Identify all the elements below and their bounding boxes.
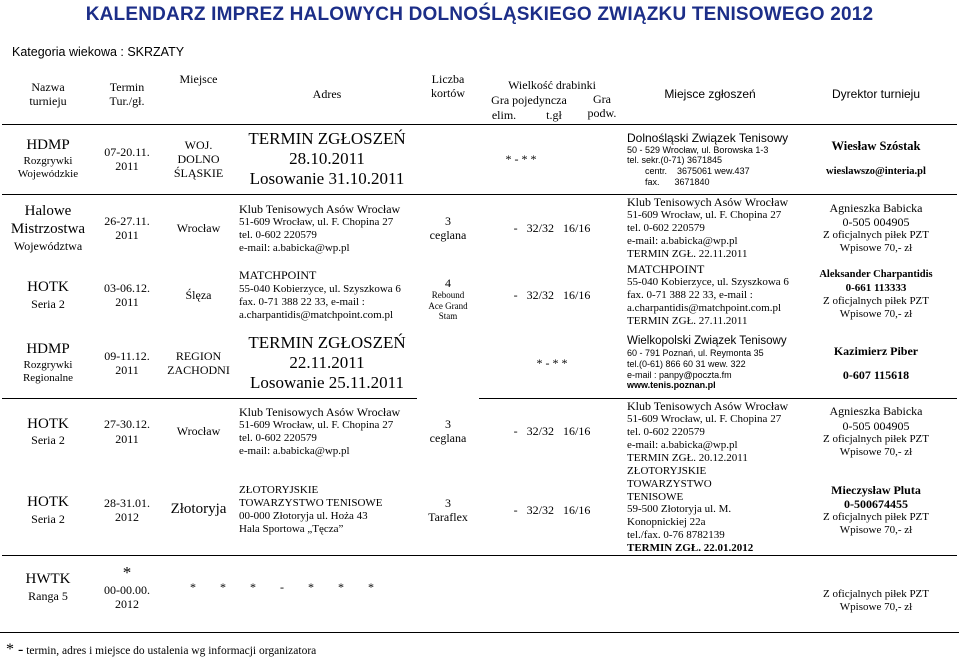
event-place: Wrocław — [176, 221, 221, 236]
event-date: 28-31.01. — [104, 495, 150, 510]
header-row: Nazwa turnieju Termin Tur./gł. Miejsce Adres Liczba kortów Wielkość drabinki Miejsce zgłoszeń Dyrektor turnieju — [2, 64, 957, 92]
entry-info: MATCHPOINT — [627, 262, 705, 276]
footnote-text: termin, adres i miejsce do ustalenia wg informacji organizatora — [26, 645, 317, 657]
table-row: HOTK Seria 2 03-06.12. 2011 Ślęza MATCHPOINT 55-040 Kobierzyce, ul. Szyszkowa 6 fax. 0-71 388 22 33, e-mail : a.charpantidis@matchpoint.com.pl 4 Rebound Ace Grand Stam - 32/32 16/16 MATCHPOINT 55-040 Kobierzyce, ul. Szyszkowa 6 fax. 0-71 388 22 33, e-mail : a.charpantidis@matchpoint.com.pl TERMIN ZGŁ. 27.11.2011 Aleksander Charpantidis 0-661 113333 Z oficjalnych piłek PZT Wpisowe 70,- zł — [2, 262, 957, 328]
director-name: Agnieszka Babicka — [829, 404, 923, 419]
header-director: Dyrektor turnieju — [831, 86, 921, 101]
header-doubles: Gra — [593, 92, 611, 106]
event-stars: * - * * — [505, 151, 537, 166]
event-name: HOTK — [27, 494, 69, 511]
event-date: 03-06.12. — [104, 280, 150, 295]
event-place: Wrocław — [176, 424, 221, 439]
entry-info: Klub Tenisowych Asów Wrocław — [627, 195, 789, 210]
event-place: WOJ. — [184, 137, 213, 152]
event-date: 07-20.11. — [104, 144, 150, 159]
entry-info: Wielkopolski Związek Tenisowy — [627, 334, 787, 347]
header-place: Miejsce — [179, 72, 218, 86]
event-address: ZŁOTORYJSKIE — [239, 484, 319, 497]
footnote — [6, 641, 316, 659]
director-name: Aleksander Charpantidis — [819, 269, 933, 281]
table-row: HOTK Seria 2 28-31.01. 2012 Złotoryja ZŁOTORYJSKIE TOWARZYSTWO TENISOWE 00-000 Złotoryja ul. Hoża 43 Hala Sportowa „Tęcza” 3 Taraflex - 32/32 16/16 ZŁOTORYJSKIE TOWARZYSTWO TENISOWE 59-500 Złotoryja ul. M. Konopnickiej 22a tel./fax. 0-76 8782139 TERMIN ZGŁ. 22.01.2012 Mieczysław Pluta 0-500674455 Z oficjalnych piłek PZT Wpisowe 70,- zł — [2, 465, 957, 556]
table-row: HOTK Seria 2 27-30.12. 2011 Wrocław Klub Tenisowych Asów Wrocław 51-609 Wrocław, ul. F. Chopina 27 tel. 0-602 220579 e-mail: a.babicka@wp.pl 3 ceglana - 32/32 16/16 Klub Tenisowych Asów Wrocław 51-609 Wrocław, ul. F. Chopina 27 tel. 0-602 220579 e-mail: a.babicka@wp.pl TERMIN ZGŁ. 20.12.2011 Agnieszka Babicka 0-505 004905 Z oficjalnych piłek PZT Wpisowe 70,- zł — [2, 398, 957, 465]
event-place: Ślęza — [185, 287, 212, 302]
event-name: Halowe — [24, 203, 72, 220]
table-row: HDMP Rozgrywki Regionalne 09-11.12. 2011 REGION ZACHODNI TERMIN ZGŁOSZEŃ 22.11.2011 Losowanie 25.11.2011 * - * * Wielkopolski Związek Tenisowy 60 - 791 Poznań, ul. Reymonta 35 tel.(0-61) 866 60 31 wew. 322 e-mail : panpy@poczta.fm www.tenis.poznan.pl Kazimierz Piber 0-607 115618 — [2, 328, 957, 398]
event-place: REGION — [175, 348, 222, 363]
table-row: HDMP Rozgrywki Wojewódzkie 07-20.11. 2011 WOJ. DOLNO ŚLĄSKIE TERMIN ZGŁOSZEŃ 28.10.2011 Losowanie 31.10.2011 * - * * Dolnośląski Związek Tenisowy 50 - 529 Wrocław, ul. Borowska 1-3 tel. sekr.(0-71) 3671845 centr. 3675061 wew.437 fax. 3671840 Wiesław Szóstak wieslawszo@interia.pl — [2, 124, 957, 194]
event-courts: 4 — [445, 276, 451, 290]
entry-info: Klub Tenisowych Asów Wrocław — [627, 398, 789, 413]
event-courts: 3 — [445, 495, 451, 510]
entry-info: Dolnośląski Związek Tenisowy — [627, 130, 789, 145]
header-singles: Gra pojedyncza — [491, 92, 567, 107]
event-date: 27-30.12. — [104, 417, 150, 432]
director-name: Kazimierz Piber — [833, 343, 919, 358]
event-name: HOTK — [27, 279, 69, 296]
director-email: wieslawszo@interia.pl — [826, 166, 926, 178]
event-stars: * * * - * * * — [190, 580, 374, 595]
header-term: Termin — [109, 79, 145, 94]
director-info: Z oficjalnych piłek PZT — [823, 587, 929, 600]
event-stars: * - * * — [536, 355, 568, 370]
event-address: Klub Tenisowych Asów Wrocław — [239, 405, 401, 420]
header-main: t.gł — [546, 108, 562, 122]
event-date: 26-27.11. — [104, 214, 150, 229]
event-name: HDMP — [26, 137, 70, 154]
event-draw: - 32/32 16/16 — [513, 502, 591, 517]
event-name: HOTK — [27, 415, 69, 432]
table-row: HWTK Ranga 5 * 00-00.00. 2012 * * * - * * * Z oficjalnych piłek PZT Wpisowe 70,- zł — [2, 556, 957, 618]
event-courts: 3 — [445, 417, 451, 432]
header-address: Adres — [312, 86, 342, 101]
event-name: HWTK — [25, 571, 71, 588]
event-date-star: * — [122, 562, 132, 582]
header-draw-size: Wielkość drabinki — [508, 77, 596, 92]
event-address: TERMIN ZGŁOSZEŃ — [248, 128, 406, 148]
age-category: Kategoria wiekowa : SKRZATY — [12, 45, 185, 59]
footnote-marker: * - — [6, 641, 24, 658]
header-entries: Miejsce zgłoszeń — [664, 86, 756, 101]
director-name: Agnieszka Babicka — [829, 201, 923, 216]
header-name: Nazwa — [31, 79, 65, 94]
event-name: HDMP — [26, 340, 70, 357]
event-address: MATCHPOINT — [239, 268, 317, 283]
event-courts: 3 — [445, 214, 451, 229]
event-draw: - 32/32 16/16 — [513, 221, 591, 236]
event-draw: - 32/32 16/16 — [513, 287, 591, 302]
director-name: Wiesław Szóstak — [831, 139, 921, 154]
event-draw: - 32/32 16/16 — [513, 424, 591, 439]
table-row: Halowe Mistrzostwa Województwa 26-27.11. 2011 Wrocław Klub Tenisowych Asów Wrocław 51-609 Wrocław, ul. F. Chopina 27 tel. 0-602 220579 e-mail: a.babicka@wp.pl 3 ceglana - 32/32 16/16 Klub Tenisowych Asów Wrocław 51-609 Wrocław, ul. F. Chopina 27 tel. 0-602 220579 e-mail: a.babicka@wp.pl TERMIN ZGŁ. 22.11.2011 Agnieszka Babicka 0-505 004905 Z oficjalnych piłek PZT Wpisowe 70,- zł — [2, 194, 957, 262]
director-name: Mieczysław Pluta — [831, 482, 921, 497]
entry-info: ZŁOTORYJSKIE TOWARZYSTWO — [627, 464, 712, 490]
calendar-table: Nazwa turnieju Termin Tur./gł. Miejsce Adres Liczba kortów Wielkość drabinki Miejsce zgłoszeń Dyrektor turnieju Gra pojedyncza Gra podw. elim. t.gł HDMP Rozgrywki Wojewódzkie 07-20.11. 2011 WOJ. DOLNO ŚLĄSKIE TERMIN ZGŁOSZEŃ 28.10.2011 Losowanie 31.10.2011 * - * * Dolnośląski Związek Tenisowy 50 - 529 Wrocław, ul. Borowska 1-3 tel. sekr.(0-71) 3671845 centr. 3675061 wew.437 fax. 3671840 Wiesław Szóstak wieslawszo@interia.pl Halowe Mistrzostwa Województwa 26-27.11. 2011 Wrocław Klub Tenisowych Asów Wrocław 51-609 Wrocław, ul. F. Chopina 27 tel. 0-602 220579 e-mail: a.babicka@wp.pl 3 ceglana - 32/32 16/16 Klub Tenisowych Asów Wrocław 51-609 Wrocław, ul. F. Chopina 27 tel. 0-602 220579 e-mail: a.babicka@wp.pl TERMIN ZGŁ. 22.11.2011 Agnieszka Babicka 0-505 004905 Z oficjalnych piłek PZT Wpisowe 70,- zł HOTK Seria 2 03-06.12. 2011 Ślęza MATCHPOINT 55-040 Kobierzyce, ul. Szyszkowa 6 fax. 0-71 388 22 33, e-mail : a.charpantidis@matchpoint.com.pl 4 Rebound Ace Grand Stam - 32/32 16/16 MATCHPOINT 55-040 Kobierzyce, ul. Szyszkowa 6 fax. 0-71 388 22 33, e-mail : a.charpantidis@matchpoint.com.pl TERMIN ZGŁ. 27.11.2011 Aleksander Charpantidis 0-661 113333 Z oficjalnych piłek PZT Wpisowe 70,- zł HDMP Rozgrywki Regionalne 09-11.12. 2011 REGION ZACHODNI TERMIN ZGŁOSZEŃ 22.11.2011 Losowanie 25.11.2011 * - * * Wielkopolski Związek Tenisowy 60 - 791 Poznań, ul. Reymonta 35 tel.(0-61) 866 60 31 wew. 322 e-mail : panpy@poczta.fm www.tenis.poznan.pl Kazimierz Piber 0-607 115618 HOTK Seria 2 27-30.12. 2011 Wrocław Klub Tenisowych Asów Wrocław 51-609 Wrocław, ul. F. Chopina 27 tel. 0-602 220579 e-mail: a.babicka@wp.pl 3 ceglana - 32/32 16/16 Klub Tenisowych Asów Wrocław 51-609 Wrocław, ul. F. Chopina 27 tel. 0-602 220579 e-mail: a.babicka@wp.pl TERMIN ZGŁ. 20.12.2011 Agnieszka Babicka 0-505 004905 Z oficjalnych piłek PZT Wpisowe 70,- zł HOTK Seria 2 28-31.01. 2012 Złotoryja ZŁOTORYJSKIE TOWARZYSTWO TENISOWE 00-000 Złotoryja ul. Hoża 43 Hala Sportowa „Tęcza” 3 Taraflex - 32/32 16/16 ZŁOTORYJSKIE TOWARZYSTWO TENISOWE 59-500 Złotoryja ul. M. Konopnickiej 22a tel./fax. 0-76 8782139 TERMIN ZGŁ. 22.01.2012 Mieczysław Pluta 0-500674455 Z oficjalnych piłek PZT Wpisowe 70,- zł HWTK Ranga 5 * 00-00.00. 2012 * * * - * * * Z oficjalnych piłek PZT Wpisowe 70,- zł — [2, 64, 957, 618]
event-date: 09-11.12. — [104, 348, 150, 363]
event-date: 00-00.00. — [104, 582, 150, 597]
event-place: Złotoryja — [170, 501, 227, 518]
header-elim: elim. — [491, 108, 517, 122]
footer-divider — [0, 632, 959, 633]
document-title: KALENDARZ IMPREZ HALOWYCH DOLNOŚLĄSKIEGO ZWIĄZKU TENISOWEGO 2012 — [85, 4, 874, 25]
event-address: Klub Tenisowych Asów Wrocław — [239, 201, 401, 216]
header-courts: Liczba — [431, 72, 465, 86]
event-address: TERMIN ZGŁOSZEŃ — [248, 332, 406, 352]
